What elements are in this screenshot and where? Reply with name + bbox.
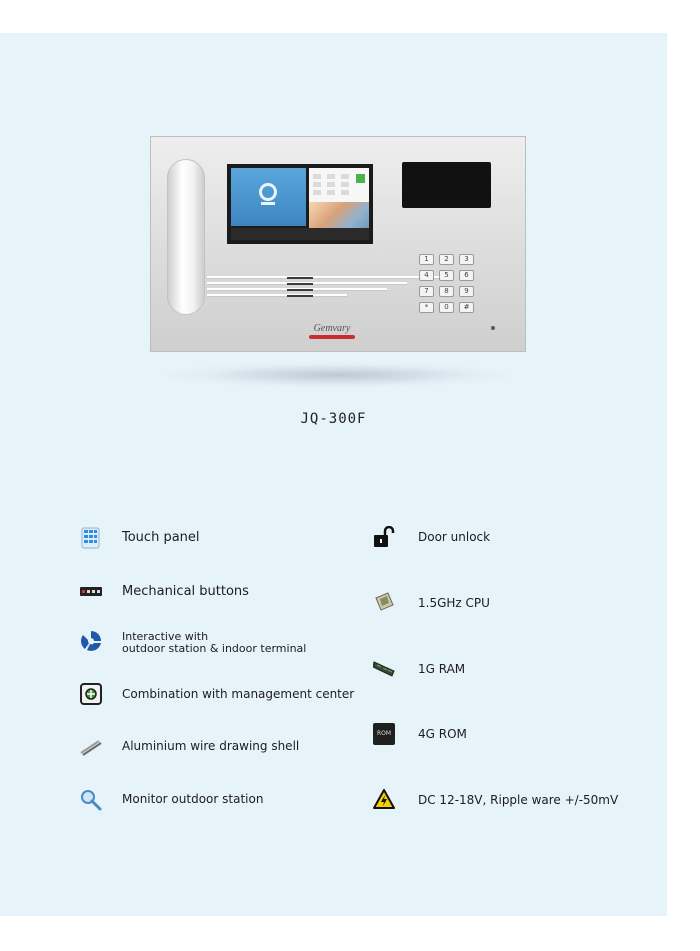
dial-pad-view (309, 168, 369, 202)
keypad-key: 3 (459, 254, 474, 265)
feature-label: Combination with management center (122, 687, 355, 701)
handset (167, 159, 205, 315)
feature-label: Monitor outdoor station (122, 792, 264, 806)
aluminium-shell-icon (80, 736, 102, 758)
keypad-key: 2 (439, 254, 454, 265)
keypad-key: 4 (419, 270, 434, 281)
feature-label: DC 12-18V, Ripple ware +/-50mV (418, 793, 619, 807)
feature-label: 1G RAM (418, 662, 466, 676)
device-shadow (165, 362, 510, 388)
feature-label: Door unlock (418, 530, 491, 544)
keypad-key: 0 (439, 302, 454, 313)
touch-panel-icon (80, 527, 102, 549)
dial-key (327, 190, 335, 195)
speaker-grille (287, 277, 313, 279)
dial-key (327, 174, 335, 179)
keypad-key: 7 (419, 286, 434, 297)
keypad-key: 9 (459, 286, 474, 297)
cpu-icon (373, 591, 395, 613)
call-key (356, 174, 365, 183)
dial-key (327, 182, 335, 187)
feature-label: Mechanical buttons (122, 584, 249, 599)
brand-logo: Gemvary (313, 323, 351, 334)
keypad-key: * (419, 302, 434, 313)
model-name: JQ-300F (300, 411, 367, 427)
keypad-key: 8 (439, 286, 454, 297)
dial-key (341, 174, 349, 179)
secondary-display (402, 162, 491, 208)
camera-icon (259, 183, 277, 201)
keypad-key: 6 (459, 270, 474, 281)
brand-logo-mark (309, 335, 355, 339)
camera-view (231, 168, 306, 226)
intercom-device-image (150, 136, 526, 352)
touch-screen (227, 164, 373, 244)
monitor-icon (80, 789, 102, 811)
feature-label-line2: outdoor station & indoor terminal (122, 642, 307, 655)
shell-stripe (207, 294, 347, 297)
feature-label: 1.5GHz CPU (418, 596, 490, 610)
management-center-icon (80, 683, 102, 705)
microphone-hole (491, 326, 495, 330)
power-warning-icon (373, 788, 395, 810)
shell-stripe (207, 276, 447, 279)
speaker-grille (287, 283, 313, 285)
dial-key (341, 182, 349, 187)
dial-key (313, 174, 321, 179)
feature-label-line1: Interactive with (122, 630, 209, 643)
keypad (419, 254, 477, 316)
screen-taskbar (231, 228, 369, 240)
rom-icon: ROM (373, 723, 395, 745)
feature-label: Touch panel (122, 530, 200, 545)
speaker-grille (287, 295, 313, 297)
mechanical-buttons-icon (80, 581, 102, 603)
ram-icon (373, 657, 395, 679)
dial-key (313, 190, 321, 195)
feature-label: Aluminium wire drawing shell (122, 739, 300, 753)
camera-stand (261, 202, 275, 205)
door-unlock-icon (373, 526, 395, 548)
keypad-key: 5 (439, 270, 454, 281)
keypad-key: 1 (419, 254, 434, 265)
speaker-grille (287, 289, 313, 291)
interactive-icon (80, 630, 102, 652)
keypad-key: # (459, 302, 474, 313)
dial-key (313, 182, 321, 187)
feature-label: 4G ROM (418, 727, 467, 741)
dial-key (341, 190, 349, 195)
